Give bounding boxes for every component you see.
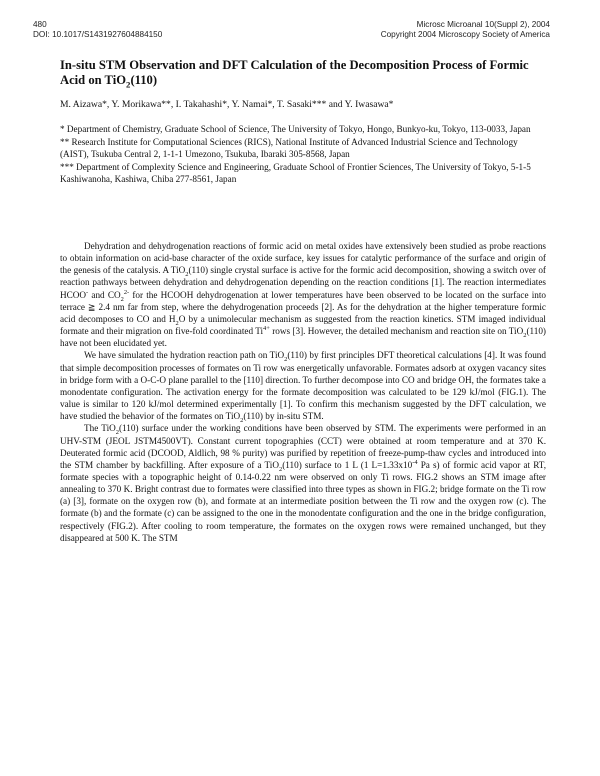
page-number: 480: [33, 20, 47, 29]
paragraph-1: Dehydration and dehydrogenation reactions of formic acid on metal oxides have extensively been studied as probe reactions to obtain information on acid-base character of the oxide surface, key issues for catalytic performance of the surface and origin of the genesis of the catalysis. A TiO$_2$(110) single crystal surface is active for the formic acid decomposition, showing a switch over of reaction pathways between dehydration and dehydrogenation depending on the reaction conditions [1]. The reaction intermediates HCOO- and $CO_2^{2-}$ for the HCOOH dehydrogenation at lower temperatures have been observed to be located on the surface into terrace ≧ 2.4 nm far from step, where the dehydrogenation proceeds [2]. As for the dehydration at the higher temperature formic acid decomposes to CO and $H_2O$ by a unimolecular mechanism as suggested from the reaction kinetics. STM imaged individual formate and their migration on five-fold coordinated $Ti^{4+}$ rows [3]. However, the detailed mechanism and reaction site on TiO$_2$(110) have not been elucidated yet.: [60, 241, 546, 349]
running-header-right: [381, 20, 550, 40]
body-text: [60, 240, 546, 544]
journal-citation: Microsc Microanal 10(Suppl 2), 2004: [416, 20, 550, 29]
paragraph-2: We have simulated the hydration reaction path on TiO$_2$(110) by first principles DFT theoretical calculations [4]. It was found that simple decomposition processes of formates on Ti row was energetically unfavorable. Formates adsorb at oxygen vacancy sites in bridge form with a O-C-O plane parallel to the [110] direction. To further decompose into CO and bridge OH, the formates take a monodentate configuration. The activation energy for the formate decomposition was calculated to be 129 kJ/mol (FIG.1). The value is similar to 120 kJ/mol determined experimentally [1]. To confirm this mechanism suggested by the DFT calculation, we have studied the behavior of the formates on TiO$_2$(110) by in-situ STM.: [60, 350, 546, 425]
affiliation-2: ** Research Institute for Computational Sciences (RICS), National Institute of Advanced Industrial Science and Technology (AIST), Tsukuba Central 2, 1-1-1 Umezono, Tsukuba, Ibaraki 305-8568, Japan: [60, 136, 518, 160]
affiliations: [60, 123, 545, 186]
paragraph-3: The TiO$_2$(110) surface under the working conditions have been observed by STM. The experiments were performed in an UHV-STM (JEOL JSTM4500VT). Constant current topographies (CCT) were obtained at room temperature and at 370 K. Deuterated formic acid (DCOOD, Aldlich, 98 % purity) was purified by repetition of freeze-pump-thaw cycles and introduced into the STM chamber by backfilling. After exposure of a TiO$_2$(110) surface to 1 L (1 $L=1.33x10^{-4}$ Pa s) of formic acid vapor at RT, formate species with a topographic height of 0.14-0.22 nm were observed on only Ti rows. FIG.2 shows an STM image after annealing to 370 K. Bright contrast due to formates were classified into three types as shown in FIG.2; bridge formate on the Ti row (a) [3], formate on the oxygen row (b), and formate at an intermediate position between the Ti row and the oxygen row (c). The formate (b) and the formate (c) can be assigned to the one in the monodentate configuration and the one in the bridge configuration, respectively (FIG.2). After cooling to room temperature, the formates on the oxygen rows were remained unchanged, but they disappeared at 500 K. The STM: [60, 423, 546, 543]
paper-title: In-situ STM Observation and DFT Calculation of the Decomposition Process of Formic Acid on TiO$_2$(110): [60, 58, 529, 90]
affiliation-3: *** Department of Complexity Science and Engineering, Graduate School of Frontier Sciences, The University of Tokyo, 5-1-5 Kashiwanoha, Kashiwa, Chiba 277-8561, Japan: [60, 161, 531, 185]
affiliation-1: * Department of Chemistry, Graduate School of Science, The University of Tokyo, Hongo, Bunkyo-ku, Tokyo, 113-0033, Japan: [60, 124, 531, 134]
author-list: M. Aizawa*, Y. Morikawa**, I. Takahashi*, Y. Namai*, T. Sasaki*** and Y. Iwasawa*: [60, 99, 394, 110]
doi: DOI: 10.1017/S143192760488415​0: [33, 30, 163, 39]
copyright-line: Copyright 2004 Microscopy Society of America: [380, 30, 550, 39]
running-header-left: [33, 20, 162, 40]
